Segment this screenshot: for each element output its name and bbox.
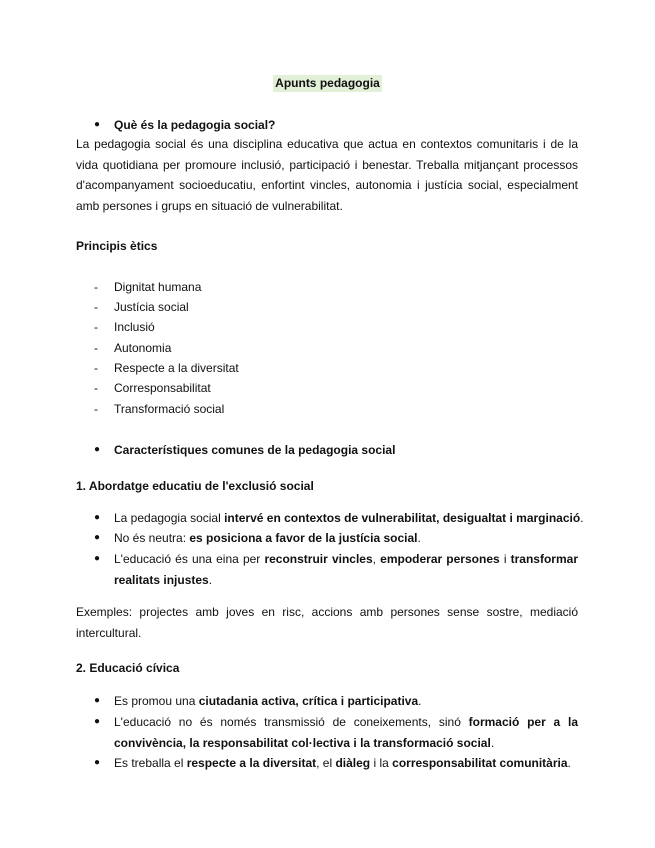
section1-heading: 1. Abordatge educatiu de l'exclusió social [76, 479, 314, 493]
dash-icon: - [94, 361, 98, 375]
principle-text: Transformació social [114, 402, 225, 416]
bold-text: es posiciona a favor de la justícia social [189, 531, 418, 545]
bullet-icon: ● [94, 119, 101, 130]
text-run: L'educació és una eina per [114, 552, 265, 566]
dash-icon: - [94, 341, 98, 355]
text-run: i [499, 552, 511, 566]
bold-text: diàleg [335, 756, 371, 770]
dash-icon: - [94, 280, 98, 294]
text-run: , [372, 552, 381, 566]
section1-bullet [94, 549, 578, 590]
bold-text: transformar realitats injustes [114, 552, 578, 587]
question-text: Què és la pedagogia social? [114, 118, 276, 132]
bold-text: corresponsabilitat comunitària [392, 756, 568, 770]
bullet-icon: ● [94, 512, 101, 523]
bullet-icon: ● [94, 757, 101, 768]
text-run: . [417, 531, 421, 545]
title-row [0, 75, 655, 92]
bold-text: reconstruir vincles [264, 552, 373, 566]
section1-bullet [94, 508, 584, 529]
bullet-icon: ● [94, 532, 101, 543]
characteristics-heading: Característiques comunes de la pedagogia social [114, 443, 396, 457]
dash-icon: - [94, 300, 98, 314]
examples-paragraph: Exemples: projectes amb joves en risc, accions amb persones sense sostre, mediació intercultural. [76, 605, 578, 640]
text-run: i la [370, 756, 393, 770]
principle-text: Respecte a la diversitat [114, 361, 239, 375]
text-run: . [567, 756, 571, 770]
bold-text: empoderar persones [380, 552, 500, 566]
intro-paragraph: La pedagogia social és una disciplina educativa que actua en contextos comunitaris i de la vida quotidiana per promoure inclusió, participació i benestar. Treballa mitjançant processos d'acompanyament socioeducatiu, enfortint vincles, autonomia i justícia social, especialment amb persones i grups en situació de vulnerabilitat. [76, 137, 578, 213]
principle-text: Inclusió [114, 320, 155, 334]
principle-text: Justícia social [114, 300, 189, 314]
text-run: Es promou una [114, 694, 199, 708]
dash-icon: - [94, 381, 98, 395]
section1-bullet [94, 528, 578, 549]
dash-icon: - [94, 320, 98, 334]
bold-text: formació per a la convivència, la responsabilitat col·lectiva i la transformació social [114, 715, 578, 750]
text-run: . [208, 572, 213, 587]
text-run: Es treballa el [114, 756, 187, 770]
text-run: , el [316, 756, 336, 770]
text-run: No és neutra: [114, 531, 190, 545]
text-run: L'educació no és només transmissió de coneixements, sinó [114, 715, 469, 729]
text-run: . [490, 735, 495, 750]
bullet-icon: ● [94, 695, 101, 706]
principle-text: Autonomia [114, 341, 172, 355]
principles-heading: Principis ètics [76, 239, 158, 253]
bullet-icon: ● [94, 444, 101, 455]
section2-bullet [94, 712, 578, 753]
document-title: Apunts pedagogia [275, 76, 380, 90]
principle-text: Corresponsabilitat [114, 381, 211, 395]
section2-heading: 2. Educació cívica [76, 661, 180, 675]
section2-bullet [94, 753, 578, 774]
bold-text: ciutadania activa, crítica i participativa [198, 694, 419, 708]
text-run: La pedagogia social [114, 511, 225, 525]
principle-text: Dignitat humana [114, 280, 202, 294]
section2-bullet [94, 691, 578, 712]
bold-text: respecte a la diversitat [186, 756, 317, 770]
bold-text: intervé en contextos de vulnerabilitat, desigualtat i marginació [224, 511, 581, 525]
text-run: . [580, 511, 584, 525]
dash-icon: - [94, 402, 98, 416]
text-run: . [418, 694, 422, 708]
bullet-icon: ● [94, 553, 101, 564]
bullet-icon: ● [94, 716, 101, 727]
